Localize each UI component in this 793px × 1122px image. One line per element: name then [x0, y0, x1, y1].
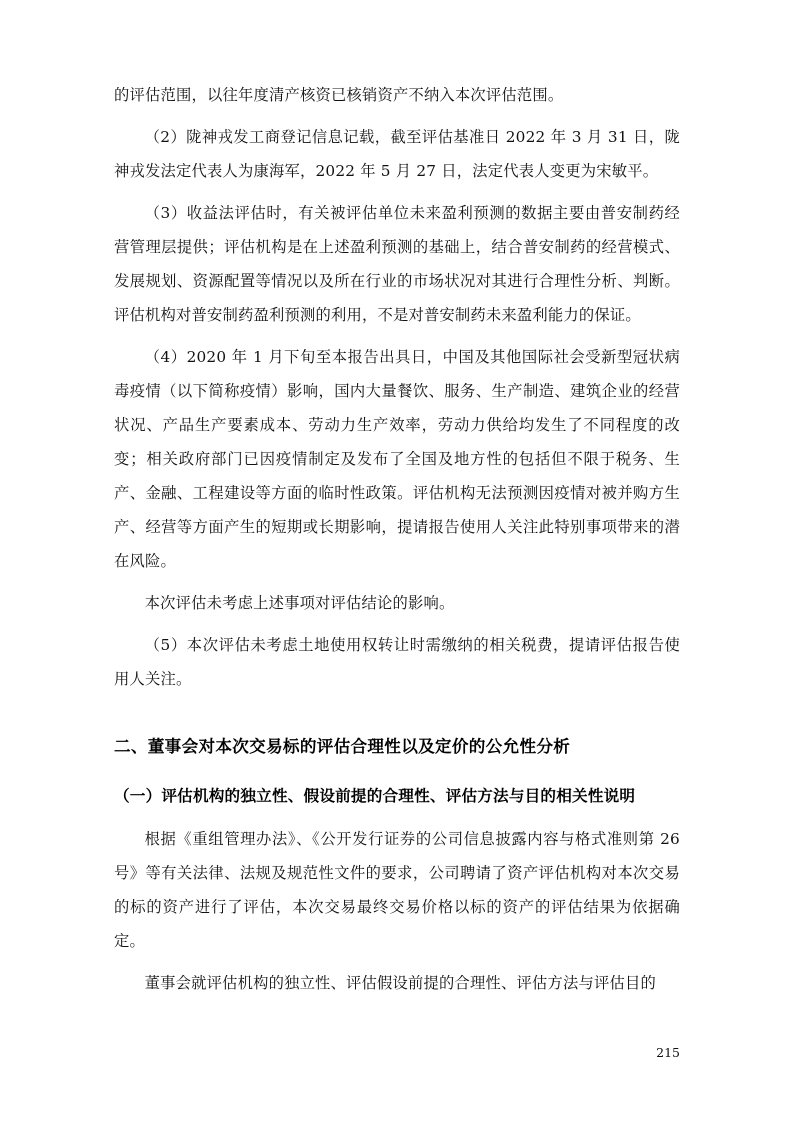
paragraph-item-2: （2）陇神戎发工商登记信息记载，截至评估基准日 2022 年 3 月 31 日，陇神戎发法定代表人为康海军，2022 年 5 月 27 日，法定代表人变更为宋敏平。 — [114, 128, 680, 180]
page-content — [114, 78, 680, 1000]
subsection-heading: （一）评估机构的独立性、假设前提的合理性、评估方法与目的相关性说明 — [114, 787, 636, 805]
paragraph-basis: 根据《重组管理办法》、《公开发行证券的公司信息披露内容与格式准则第 26 号》等有关法律、法规及规范性文件的要求，公司聘请了资产评估机构对本次交易的标的资产进行了评估，本次交易最终交易价格以标的资产的评估结果为依据确定。 — [114, 830, 680, 950]
paragraph-item-4: （4）2020 年 1 月下旬至本报告出具日，中国及其他国际社会受新型冠状病毒疫情（以下简称疫情）影响，国内大量餐饮、服务、生产制造、建筑企业的经营状况、产品生产要素成本、劳动力生产效率，劳动力供给均发生了不同程度的改变；相关政府部门已因疫情制定及发布了全国及地方性的包括但不限于税务、生产、金融、工程建设等方面的临时性政策。评估机构无法预测因疫情对被并购方生产、经营等方面产生的短期或长期影响，提请报告使用人关注此特别事项带来的潜在风险。 — [114, 348, 680, 570]
paragraph-item-3: （3）收益法评估时，有关被评估单位未来盈利预测的数据主要由普安制药经营管理层提供；评估机构是在上述盈利预测的基础上，结合普安制药的经营模式、发展规划、资源配置等情况以及所在行业的市场状况对其进行合理性分析、判断。评估机构对普安制药盈利预测的利用，不是对普安制药未来盈利能力的保证。 — [114, 204, 680, 324]
paragraph-continuation: 的评估范围，以往年度清产核资已核销资产不纳入本次评估范围。 — [114, 86, 564, 104]
paragraph-effect-note: 本次评估未考虑上述事项对评估结论的影响。 — [144, 594, 455, 612]
section-heading: 二、董事会对本次交易标的评估合理性以及定价的公允性分析 — [114, 737, 571, 756]
paragraph-item-5: （5）本次评估未考虑土地使用权转让时需缴纳的相关税费，提请评估报告使用人关注。 — [114, 636, 680, 688]
page-number: 215 — [656, 1045, 680, 1060]
paragraph-board-statement: 董事会就评估机构的独立性、评估假设前提的合理性、评估方法与评估目的 — [144, 974, 656, 992]
